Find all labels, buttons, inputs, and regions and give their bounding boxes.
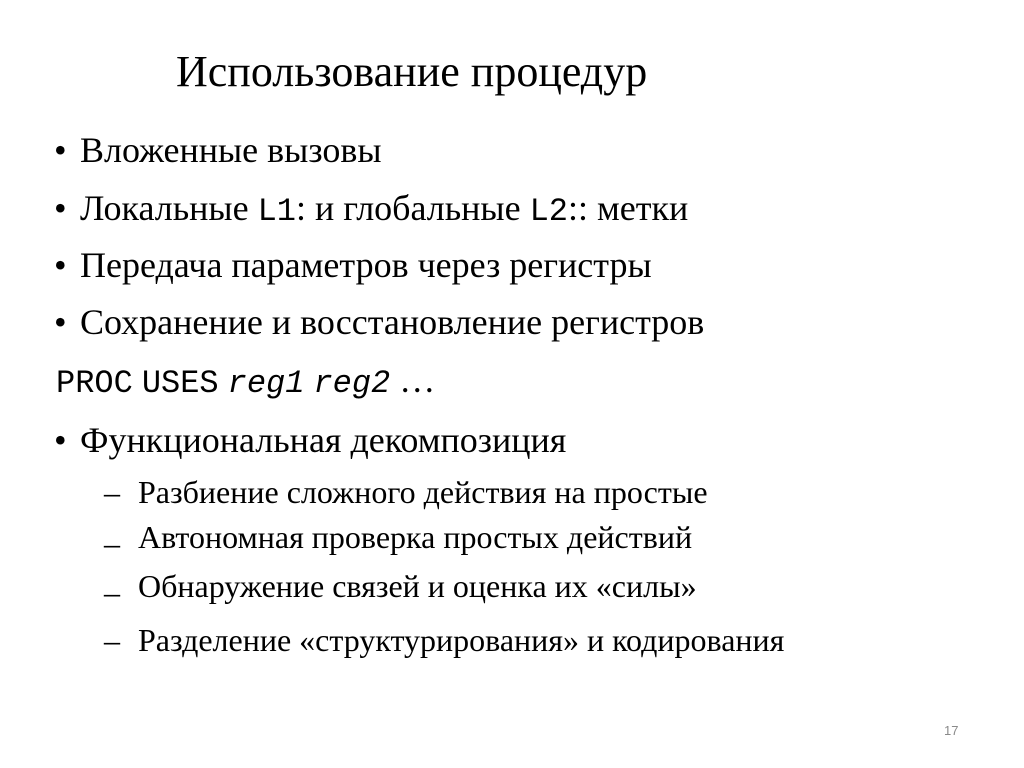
bullet-item-labels <box>54 186 688 234</box>
bullet-marker: • <box>54 302 67 342</box>
dash-marker: – <box>104 574 120 610</box>
bullet-item-text: Передача параметров через регистры <box>80 245 652 285</box>
code-proc-keyword: PROC <box>56 365 133 402</box>
bullet-item-text: Сохранение и восстановление регистров <box>80 302 705 342</box>
bullet-item-text: Вложенные вызовы <box>80 130 382 170</box>
ellipsis: … <box>399 360 436 400</box>
code-reg2: reg2 <box>313 365 391 402</box>
dash-marker: – <box>104 474 120 510</box>
bullet-item-text: :: метки <box>568 188 689 228</box>
code-reg1: reg1 <box>227 365 305 402</box>
bullet-item-decomposition <box>54 418 566 462</box>
bullet-marker: • <box>54 130 67 170</box>
bullet-item-nested-calls <box>54 128 382 172</box>
page-number: 17 <box>944 723 959 738</box>
bullet-item-text: : и глобальные <box>295 188 530 228</box>
sub-item <box>104 620 784 660</box>
bullet-item-save-restore <box>54 300 704 344</box>
bullet-marker: • <box>54 420 67 460</box>
sub-item <box>104 517 693 561</box>
bullet-item-text: Функциональная декомпозиция <box>80 420 567 460</box>
sub-item <box>104 472 708 512</box>
code-uses-keyword: USES <box>141 365 219 402</box>
dash-marker: – <box>104 622 120 658</box>
proc-uses-line <box>56 358 435 406</box>
code-global-label: L2 <box>529 193 568 230</box>
sub-item-text: Разделение «структурирования» и кодирования <box>138 622 785 658</box>
bullet-item-params <box>54 243 652 287</box>
sub-item-text: Обнаружение связей и оценка их «силы» <box>138 568 697 604</box>
bullet-marker: • <box>54 245 67 285</box>
sub-item-text: Автономная проверка простых действий <box>138 519 693 555</box>
sub-item-text: Разбиение сложного действия на простые <box>138 474 708 510</box>
slide-title: Использование процедур <box>176 47 648 96</box>
code-local-label: L1 <box>257 193 296 230</box>
bullet-marker: • <box>54 188 67 228</box>
sub-item <box>104 566 697 610</box>
bullet-item-text: Локальные <box>80 188 258 228</box>
dash-marker: – <box>104 525 120 561</box>
